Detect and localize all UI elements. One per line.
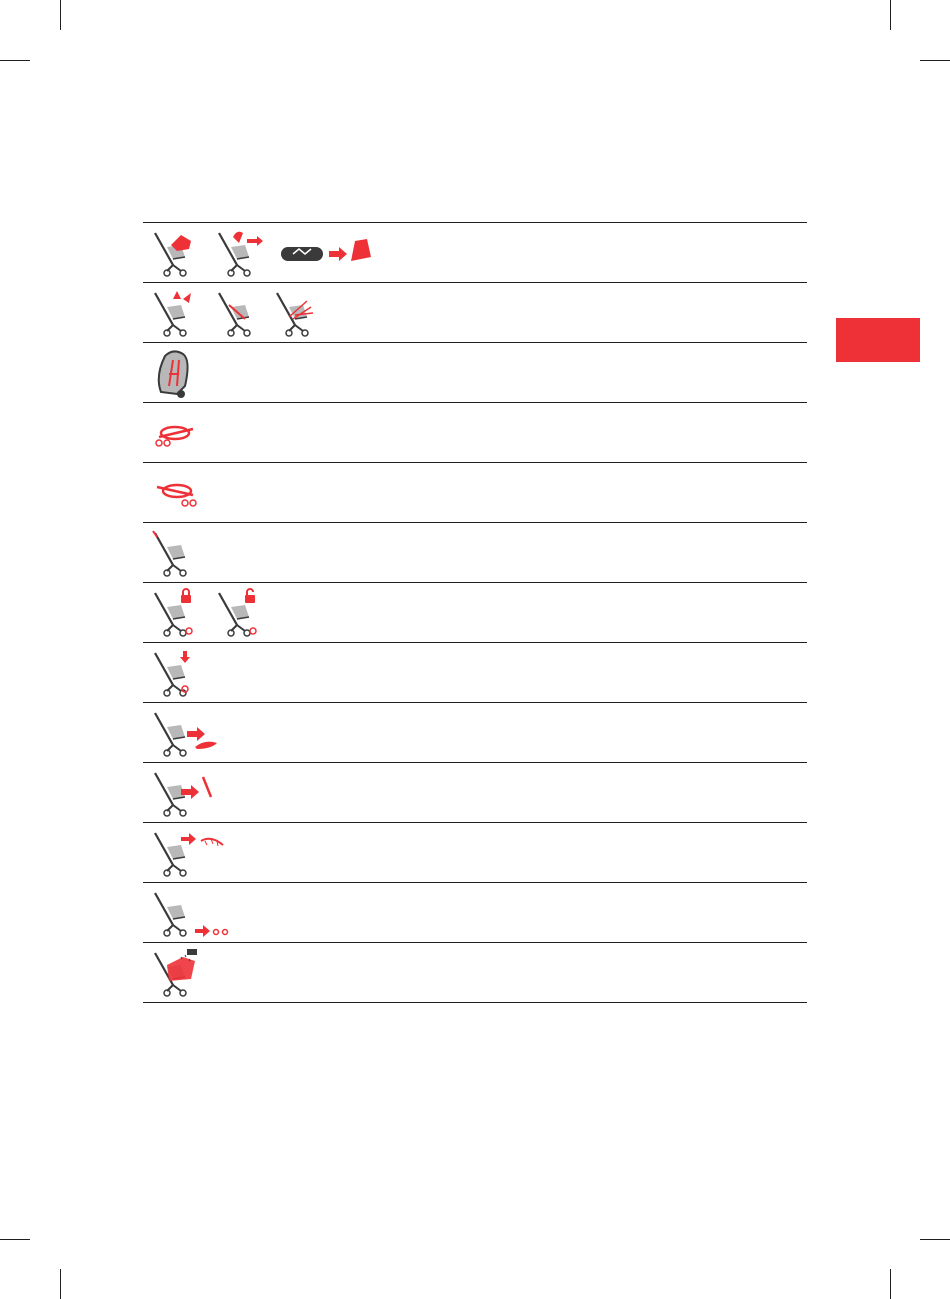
- crop-mark-bottom-left-v: [60, 1269, 61, 1299]
- stroller-unfold-icon: [151, 473, 201, 513]
- row-icons: [151, 765, 221, 821]
- crop-mark-bottom-left-h: [0, 1239, 30, 1240]
- table-row-swivel-wheel: [143, 643, 807, 703]
- chapter-tab: [836, 318, 920, 362]
- row-icons: [151, 885, 231, 941]
- table-row-rain-cover: [143, 943, 807, 1003]
- table-row-recline: [143, 283, 807, 343]
- crop-mark-top-right-h: [920, 60, 950, 61]
- crop-mark-bottom-right-h: [920, 1239, 950, 1240]
- row-icons: [151, 645, 201, 701]
- row-icons: [151, 345, 201, 401]
- rain-cover-icon: [151, 947, 201, 999]
- table-row-bumper-bar: [143, 763, 807, 823]
- row-icons: [151, 465, 201, 521]
- row-icons: [151, 285, 317, 341]
- crop-mark-top-left-h: [0, 60, 30, 61]
- stroller-canopy-icon: [151, 227, 201, 279]
- wheels-remove-icon: [151, 887, 231, 939]
- bumper-bar-remove-icon: [151, 767, 221, 819]
- stroller-recline-icon: [215, 287, 259, 339]
- row-icons: [151, 525, 201, 581]
- seat-cover-remove-icon: [151, 707, 221, 759]
- row-icons: [151, 225, 374, 281]
- stroller-recline-arrows-icon: [151, 287, 201, 339]
- stroller-canopy-remove-icon: [215, 227, 265, 279]
- stroller-handlebar-icon: [151, 527, 201, 579]
- table-row-canopy: [143, 223, 807, 283]
- stroller-recline-lines-icon: [273, 287, 317, 339]
- stroller-fold-icon: [151, 413, 201, 453]
- canopy-bag-to-canopy-icon: [279, 233, 374, 273]
- row-icons: [151, 585, 265, 641]
- crop-mark-top-left-v: [60, 0, 61, 30]
- row-icons: [151, 825, 231, 881]
- swivel-wheel-lock-icon: [151, 647, 201, 699]
- table-row-fold: [143, 403, 807, 463]
- table-row-brake: [143, 583, 807, 643]
- row-icons: [151, 945, 201, 1001]
- table-row-seat-fabric: [143, 343, 807, 403]
- table-row-handlebar: [143, 523, 807, 583]
- table-row-wheels: [143, 883, 807, 943]
- table-row-seat-cover: [143, 703, 807, 763]
- sun-cover-remove-icon: [151, 827, 231, 879]
- crop-mark-bottom-right-v: [890, 1269, 891, 1299]
- brake-unlock-icon: [215, 587, 265, 639]
- seat-fabric-harness-icon: [151, 346, 201, 400]
- crop-mark-top-right-v: [890, 0, 891, 30]
- row-icons: [151, 705, 221, 761]
- row-icons: [151, 405, 201, 461]
- table-row-unfold: [143, 463, 807, 523]
- table-row-sun-cover: [143, 823, 807, 883]
- icon-table: [143, 222, 807, 1003]
- brake-lock-icon: [151, 587, 201, 639]
